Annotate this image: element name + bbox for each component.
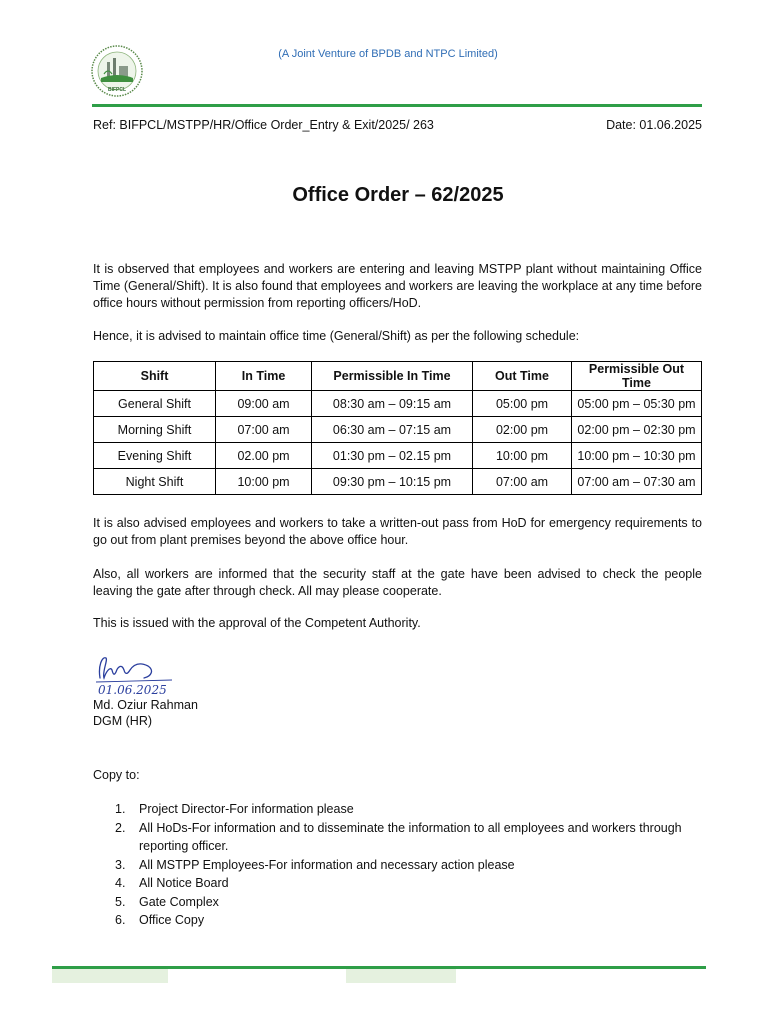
list-text: Office Copy — [139, 913, 205, 927]
footer-band-left — [52, 969, 168, 983]
copy-to-label: Copy to: — [93, 768, 140, 782]
table-row — [94, 391, 702, 417]
cell-in-time: 10:00 pm — [216, 469, 312, 495]
paragraph-observation: It is observed that employees and workers are entering and leaving MSTPP plant without maintaining Office Time (General/Shift). It is also found that employees and workers are leaving the workplace at any time before office hours without permission from reporting officers/HoD. — [93, 262, 702, 310]
cell-permissible-out: 07:00 am – 07:30 am — [572, 469, 702, 495]
list-number: 2. — [115, 820, 126, 835]
svg-text:BIFPCL: BIFPCL — [107, 87, 127, 93]
list-item — [93, 800, 702, 819]
list-number: 4. — [115, 876, 126, 890]
list-number: 5. — [115, 894, 126, 909]
reference-number: Ref: BIFPCL/MSTPP/HR/Office Order_Entry & Exit/2025/ 263 — [93, 118, 434, 132]
cell-in-time: 02.00 pm — [216, 443, 312, 469]
cell-permissible-out: 02:00 pm – 02:30 pm — [572, 417, 702, 443]
signature-date: 01.06.2025 — [98, 683, 167, 697]
signatory-name: Md. Oziur Rahman — [93, 698, 198, 712]
header-rule — [92, 104, 702, 107]
signatory-block — [93, 697, 198, 729]
list-number: 1. — [115, 802, 126, 816]
cell-permissible-in: 06:30 am – 07:15 am — [312, 417, 473, 443]
col-header-permissible-out: Permissible Out Time — [572, 362, 702, 391]
cell-out-time: 02:00 pm — [473, 417, 572, 443]
cell-permissible-out: 05:00 pm – 05:30 pm — [572, 391, 702, 417]
table-row — [94, 443, 702, 469]
list-text: All MSTPP Employees-For information and necessary action please — [139, 857, 515, 872]
joint-venture-text: (A Joint Venture of BPDB and NTPC Limited) — [278, 48, 498, 60]
paragraph-pass: It is also advised employees and workers to take a written-out pass from HoD for emergency requirements to go out from plant premises beyond the above office hour. — [93, 516, 702, 547]
cell-shift: Evening Shift — [94, 443, 216, 469]
cell-permissible-in: 01:30 pm – 02.15 pm — [312, 443, 473, 469]
list-text: Gate Complex — [139, 894, 219, 909]
shift-schedule-table — [93, 361, 702, 495]
cell-shift: Night Shift — [94, 469, 216, 495]
list-item — [93, 856, 702, 875]
table-header-row — [94, 362, 702, 391]
document-title: Office Order – 62/2025 — [292, 184, 504, 206]
footer-band-center — [346, 969, 456, 983]
handwritten-signature — [92, 648, 188, 698]
cell-shift: Morning Shift — [94, 417, 216, 443]
list-text: All Notice Board — [139, 876, 229, 890]
list-text: All HoDs-For information and to disseminate the information to all employees and workers through reporting officer. — [139, 820, 682, 853]
cell-in-time: 09:00 am — [216, 391, 312, 417]
paragraph-approval: This is issued with the approval of the Competent Authority. — [93, 616, 421, 630]
copy-to-list — [93, 800, 702, 930]
col-header-permissible-in: Permissible In Time — [312, 362, 473, 391]
list-item — [93, 874, 702, 893]
cell-out-time: 07:00 am — [473, 469, 572, 495]
signatory-designation: DGM (HR) — [93, 714, 153, 728]
table-row — [94, 469, 702, 495]
paragraph-security: Also, all workers are informed that the security staff at the gate have been advised to check the people leaving the gate after through check. All may please cooperate. — [93, 567, 702, 598]
col-header-in-time: In Time — [216, 362, 312, 391]
cell-permissible-in: 08:30 am – 09:15 am — [312, 391, 473, 417]
cell-permissible-out: 10:00 pm – 10:30 pm — [572, 443, 702, 469]
list-item — [93, 911, 702, 930]
cell-permissible-in: 09:30 pm – 10:15 pm — [312, 469, 473, 495]
cell-out-time: 10:00 pm — [473, 443, 572, 469]
table-row — [94, 417, 702, 443]
list-number: 3. — [115, 857, 126, 872]
cell-out-time: 05:00 pm — [473, 391, 572, 417]
list-text: Project Director-For information please — [139, 802, 354, 816]
col-header-shift: Shift — [94, 362, 216, 391]
col-header-out-time: Out Time — [473, 362, 572, 391]
order-date: Date: 01.06.2025 — [606, 118, 702, 132]
list-item — [93, 819, 702, 856]
cell-shift: General Shift — [94, 391, 216, 417]
list-item — [93, 893, 702, 912]
cell-in-time: 07:00 am — [216, 417, 312, 443]
paragraph-advice: Hence, it is advised to maintain office time (General/Shift) as per the following schedule: — [93, 329, 580, 343]
list-number: 6. — [115, 913, 126, 927]
